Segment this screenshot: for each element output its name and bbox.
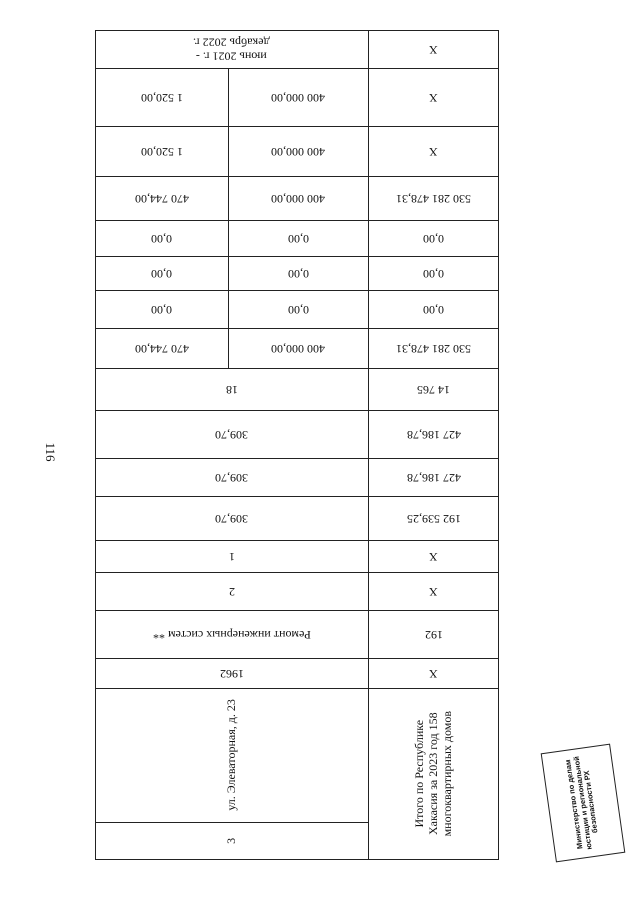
grid-line: [95, 368, 499, 369]
grid-line: [95, 290, 499, 291]
grid-line: [95, 496, 499, 497]
grid-line: [95, 540, 499, 541]
table-cell: X: [429, 584, 438, 599]
table-cell: X: [429, 42, 438, 57]
grid-line: [95, 859, 499, 860]
table-cell: X: [429, 144, 438, 159]
table-cell: 309,70: [215, 511, 248, 526]
grid-line: [95, 458, 499, 459]
grid-line: [95, 126, 499, 127]
grid-line: [95, 688, 499, 689]
grid-line: [95, 30, 499, 31]
table-cell: 1 520,00: [140, 144, 183, 159]
data-table: [95, 30, 499, 860]
table-cell: 14 765: [417, 382, 450, 397]
table-cell: 0,00: [423, 266, 444, 281]
table-cell: 0,00: [287, 266, 309, 281]
row-number-cell: 3: [223, 837, 238, 844]
table-cell: Ремонт инженерных систем **: [152, 627, 311, 642]
table-cell: 309,70: [215, 427, 248, 442]
table-cell: июнь 2021 г. - декабрь 2022 г.: [193, 36, 270, 64]
grid-line: [95, 822, 368, 823]
table-cell: 1: [228, 549, 235, 564]
table-cell: X: [429, 90, 438, 105]
table-cell: 0,00: [151, 266, 172, 281]
table-cell: X: [429, 549, 438, 564]
table-cell: 0,00: [287, 231, 309, 246]
table-cell: 1 520,00: [140, 90, 183, 105]
grid-line: [95, 658, 499, 659]
grid-line: [95, 572, 499, 573]
grid-line: [95, 256, 499, 257]
table-cell: 0,00: [151, 302, 172, 317]
grid-line: [368, 30, 369, 860]
table-cell: 400 000,00: [271, 191, 325, 206]
table-cell: 18: [225, 382, 238, 397]
grid-line: [95, 328, 499, 329]
total-label-cell: Итого по Республике Хакасия за 2023 год 158 многоквартирных домов: [411, 711, 454, 837]
table-cell: 192: [424, 627, 443, 642]
table-cell: 0,00: [151, 231, 172, 246]
grid-line: [95, 610, 499, 611]
table-cell: X: [429, 666, 438, 681]
address-cell: ул. Элеваторная, д. 23: [223, 699, 238, 811]
grid-line: [95, 30, 96, 860]
grid-line: [95, 220, 499, 221]
table-cell: 470 744,00: [134, 191, 189, 206]
table-cell: 400 000,00: [271, 341, 325, 356]
table-cell: 1962: [219, 666, 244, 681]
table-cell: 0,00: [287, 302, 309, 317]
table-cell: 530 281 478,31: [396, 341, 471, 356]
table-cell: 400 000,00: [271, 90, 325, 105]
grid-line: [95, 410, 499, 411]
table-cell: 2: [228, 584, 235, 599]
grid-line: [498, 30, 499, 860]
grid-line: [95, 176, 499, 177]
table-cell: 0,00: [423, 231, 444, 246]
table-cell: 470 744,00: [134, 341, 189, 356]
table-cell: 427 186,78: [406, 427, 461, 442]
table-cell: 427 186,78: [406, 470, 461, 485]
ministry-stamp: Министерство по делам юстиции и региональной безопасности РХ: [541, 744, 626, 863]
page-number: 116: [43, 442, 58, 462]
table-cell: 530 281 478,31: [396, 191, 471, 206]
grid-line: [228, 68, 229, 368]
table-cell: 192 539,25: [406, 511, 461, 526]
table-cell: 309,70: [215, 470, 248, 485]
table-cell: 400 000,00: [271, 144, 325, 159]
table-cell: 0,00: [423, 302, 444, 317]
grid-line: [95, 68, 499, 69]
